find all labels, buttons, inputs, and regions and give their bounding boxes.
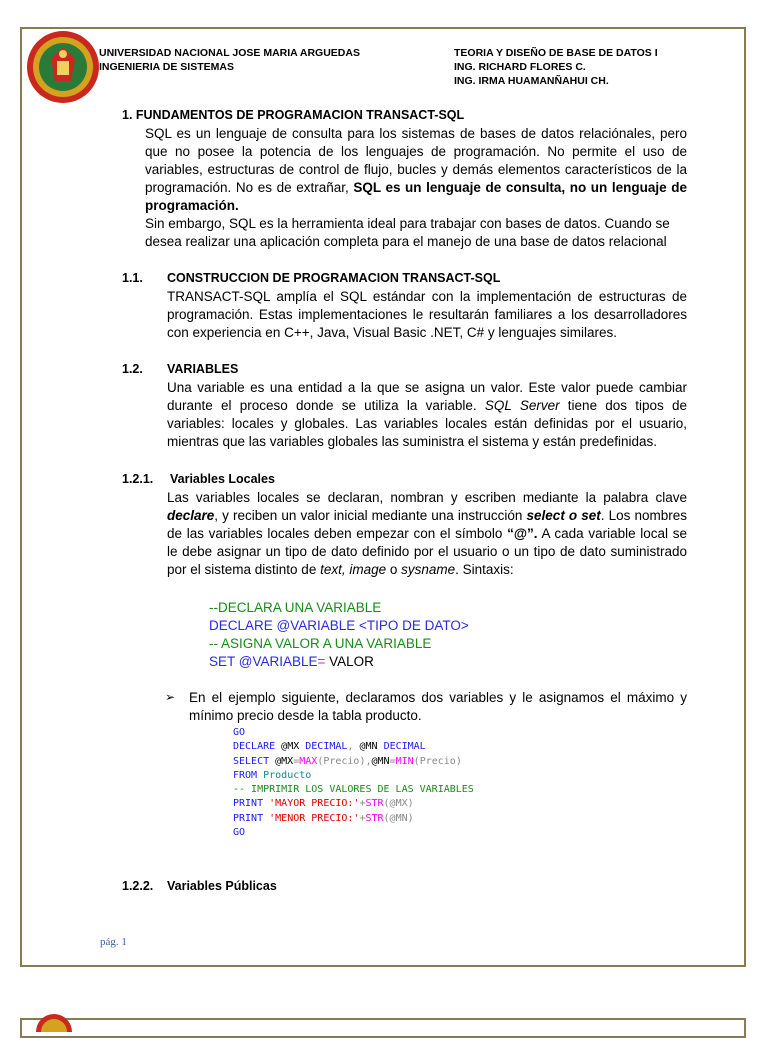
code-token: Producto (257, 769, 312, 781)
code-line (233, 755, 474, 769)
section-1-2-title: VARIABLES (167, 362, 239, 376)
code-token: (Precio) (317, 755, 366, 767)
section-1-paragraph-1 (145, 125, 687, 215)
code-token: 'MAYOR PRECIO:' (263, 798, 360, 810)
section-1-2-number: 1.2. (122, 362, 143, 376)
code-token: STR (365, 798, 384, 810)
university-name: UNIVERSIDAD NACIONAL JOSE MARIA ARGUEDAS (99, 47, 360, 59)
section-1-title: 1. FUNDAMENTOS DE PROGRAMACION TRANSACT-SQL (122, 108, 465, 122)
text-run: . Sintaxis: (455, 562, 514, 577)
code-token: (@MN) (383, 812, 414, 824)
document-page (20, 27, 746, 967)
code-token: @MN (359, 741, 384, 753)
text-run: Las variables locales se declaran, nombran y escriben mediante la palabra clave (167, 490, 687, 505)
code-token: DECLARE (233, 741, 276, 753)
university-seal-logo (25, 29, 101, 105)
code-token: @MX (275, 741, 306, 753)
code-token: PRINT (233, 798, 264, 810)
text-run: o (386, 562, 402, 577)
page-number: pág. 1 (100, 936, 127, 948)
section-1-2-2-number: 1.2.2. (122, 879, 154, 893)
section-1-paragraph-2: Sin embargo, SQL es la herramienta ideal para trabajar con bases de datos. Cuando se desea realizar una aplicación completa para el manejo de una base de datos relacional (145, 216, 670, 249)
code-token: = (389, 755, 396, 767)
section-1-2-1-paragraph (167, 489, 687, 579)
university-seal-logo (34, 1012, 74, 1032)
select-set-keyword: select o set (526, 508, 601, 523)
text-run: , y reciben un valor inicial mediante una instrucción (214, 508, 527, 523)
next-page-edge (20, 1018, 746, 1038)
code-line: GO (233, 827, 246, 839)
sysname-term: sysname (401, 562, 456, 577)
section-1-2-text-cont: tiene dos tipos de variables: locales y globales. Las variables locales están definidas por el usuario, mientras que las variables globales las suministra el sistema y están predefinidas. (167, 398, 687, 449)
professor-1: ING. RICHARD FLORES C. (454, 61, 586, 73)
course-name: TEORIA Y DISEÑO DE BASE DE DATOS I (454, 47, 658, 59)
code-token: PRINT (233, 812, 264, 824)
value-placeholder: VALOR (325, 654, 374, 669)
code-token: @MN (371, 755, 390, 767)
code-token: 'MENOR PRECIO:' (263, 812, 360, 824)
at-symbol: “@”. (507, 526, 538, 541)
section-1-2-1-title: Variables Locales (170, 472, 275, 486)
code-token: = (293, 755, 300, 767)
code-token: , (347, 741, 360, 753)
section-1-1-title: CONSTRUCCION DE PROGRAMACION TRANSACT-SQL (167, 271, 501, 285)
code-token: @MX (269, 755, 294, 767)
code-token: , (365, 755, 372, 767)
syntax-declare: DECLARE @VARIABLE <TIPO DE DATO> (209, 618, 469, 633)
syntax-block (209, 599, 469, 671)
type-names: text, image (320, 562, 387, 577)
header-left (99, 46, 360, 74)
code-token: MIN (395, 755, 414, 767)
section-1-2-text: Una variable es una entidad a la que se asigna un valor. Este valor puede cambiar durante el proceso donde se utiliza la variable. (167, 380, 687, 413)
code-token: + (359, 812, 366, 824)
bullet-arrow-icon: ➢ (165, 690, 176, 704)
section-1-1-paragraph: TRANSACT-SQL amplía el SQL estándar con la implementación de estructuras de programación. Estas implementaciones le resultarán familiares a los desarrolladores con experiencia en C++, Java, Visual Basic .NET, C# y lenguajes similares. (167, 289, 687, 340)
example-intro: En el ejemplo siguiente, declaramos dos variables y le asignamos el máximo y mínimo precio desde la tabla producto. (189, 690, 687, 723)
code-line (233, 812, 474, 826)
code-line (233, 797, 474, 811)
code-token: (@MX) (383, 798, 414, 810)
code-token: (Precio) (413, 755, 462, 767)
professor-2: ING. IRMA HUAMANÑAHUI CH. (454, 75, 609, 87)
section-1-2-2-title: Variables Públicas (167, 879, 277, 893)
section-1-1-number: 1.1. (122, 271, 143, 285)
code-line (233, 740, 474, 754)
code-line: GO (233, 727, 246, 738)
code-token: FROM (233, 769, 258, 781)
code-token: SELECT (233, 755, 270, 767)
code-line: -- IMPRIMIR LOS VALORES DE LAS VARIABLES (233, 784, 474, 796)
code-token: DECIMAL (383, 741, 426, 753)
section-1-2-paragraph (167, 379, 687, 451)
faculty-name: INGENIERIA DE SISTEMAS (99, 61, 234, 73)
text-run: . Los nombres de las variables locales deben empezar con el símbolo (167, 508, 687, 541)
sql-server-term: SQL Server (484, 398, 560, 413)
section-1-text: SQL es un lenguaje de consulta para los sistemas de bases de datos relaciónales, pero que no posee la potencia de los lenguajes de programación. No permite el uso de variables, estructuras de control de flujo, bucles y demás elementos característicos de la programación. No es de extrañar, (145, 126, 687, 195)
code-token: STR (365, 812, 384, 824)
code-token: MAX (299, 755, 318, 767)
syntax-comment-1: --DECLARA UNA VARIABLE (209, 600, 382, 615)
syntax-set (209, 653, 469, 671)
set-keyword: SET @VARIABLE (209, 654, 318, 669)
section-1-bold-text: SQL es un lenguaje de consulta, no un lenguaje de programación. (145, 180, 688, 213)
text-run: A cada variable local se le debe asignar un tipo de dato definido por el usuario o un tipo de dato suministrado por el sistema distinto de (167, 526, 688, 577)
syntax-comment-2: -- ASIGNA VALOR A UNA VARIABLE (209, 636, 432, 651)
code-example (233, 726, 474, 840)
declare-keyword: declare (167, 508, 215, 523)
code-token: DECIMAL (305, 741, 348, 753)
code-line (233, 769, 474, 783)
section-1-2-1-number: 1.2.1. (122, 472, 154, 486)
code-token: + (359, 798, 366, 810)
header-right (454, 46, 658, 88)
equals-sign: = (317, 654, 326, 669)
